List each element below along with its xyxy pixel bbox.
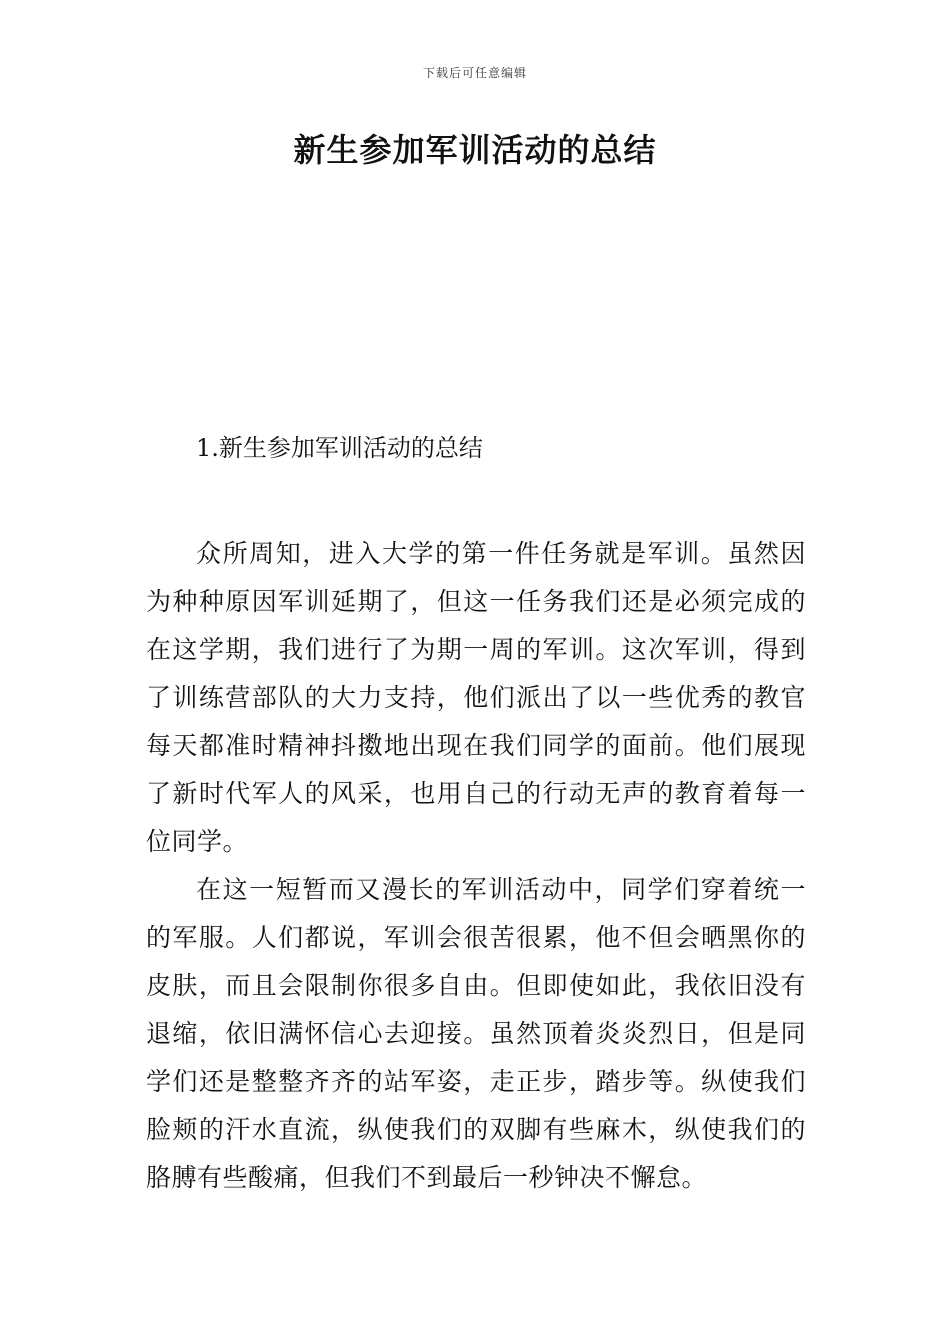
body-paragraph-1: 众所周知，进入大学的第一件任务就是军训。虽然因为种种原因军训延期了，但这一任务我们还是必须完成的在这学期，我们进行了为期一周的军训。这次军训，得到了训练营部队的大力支持，他们派出了以一些优秀的教官每天都准时精神抖擞地出现在我们同学的面前。他们展现了新时代军人的风采，也用自己的行动无声的教育着每一位同学。 — [146, 539, 806, 856]
body-paragraph-2: 在这一短暂而又漫长的军训活动中，同学们穿着统一的军服。人们都说，军训会很苦很累，他不但会晒黑你的皮肤，而且会限制你很多自由。但即使如此，我依旧没有退缩，依旧满怀信心去迎接。虽然顶着炎炎烈日，但是同学们还是整整齐齐的站军姿，走正步，踏步等。纵使我们脸颊的汗水直流，纵使我们的双脚有些麻木，纵使我们的胳膊有些酸痛，但我们不到最后一秒钟决不懈怠。 — [146, 875, 806, 1192]
header-note: 下载后可任意编辑 — [422, 66, 527, 80]
document-body — [146, 530, 806, 1202]
section-heading: 1.新生参加军训活动的总结 — [196, 434, 483, 462]
document-title: 新生参加军训活动的总结 — [293, 131, 657, 169]
